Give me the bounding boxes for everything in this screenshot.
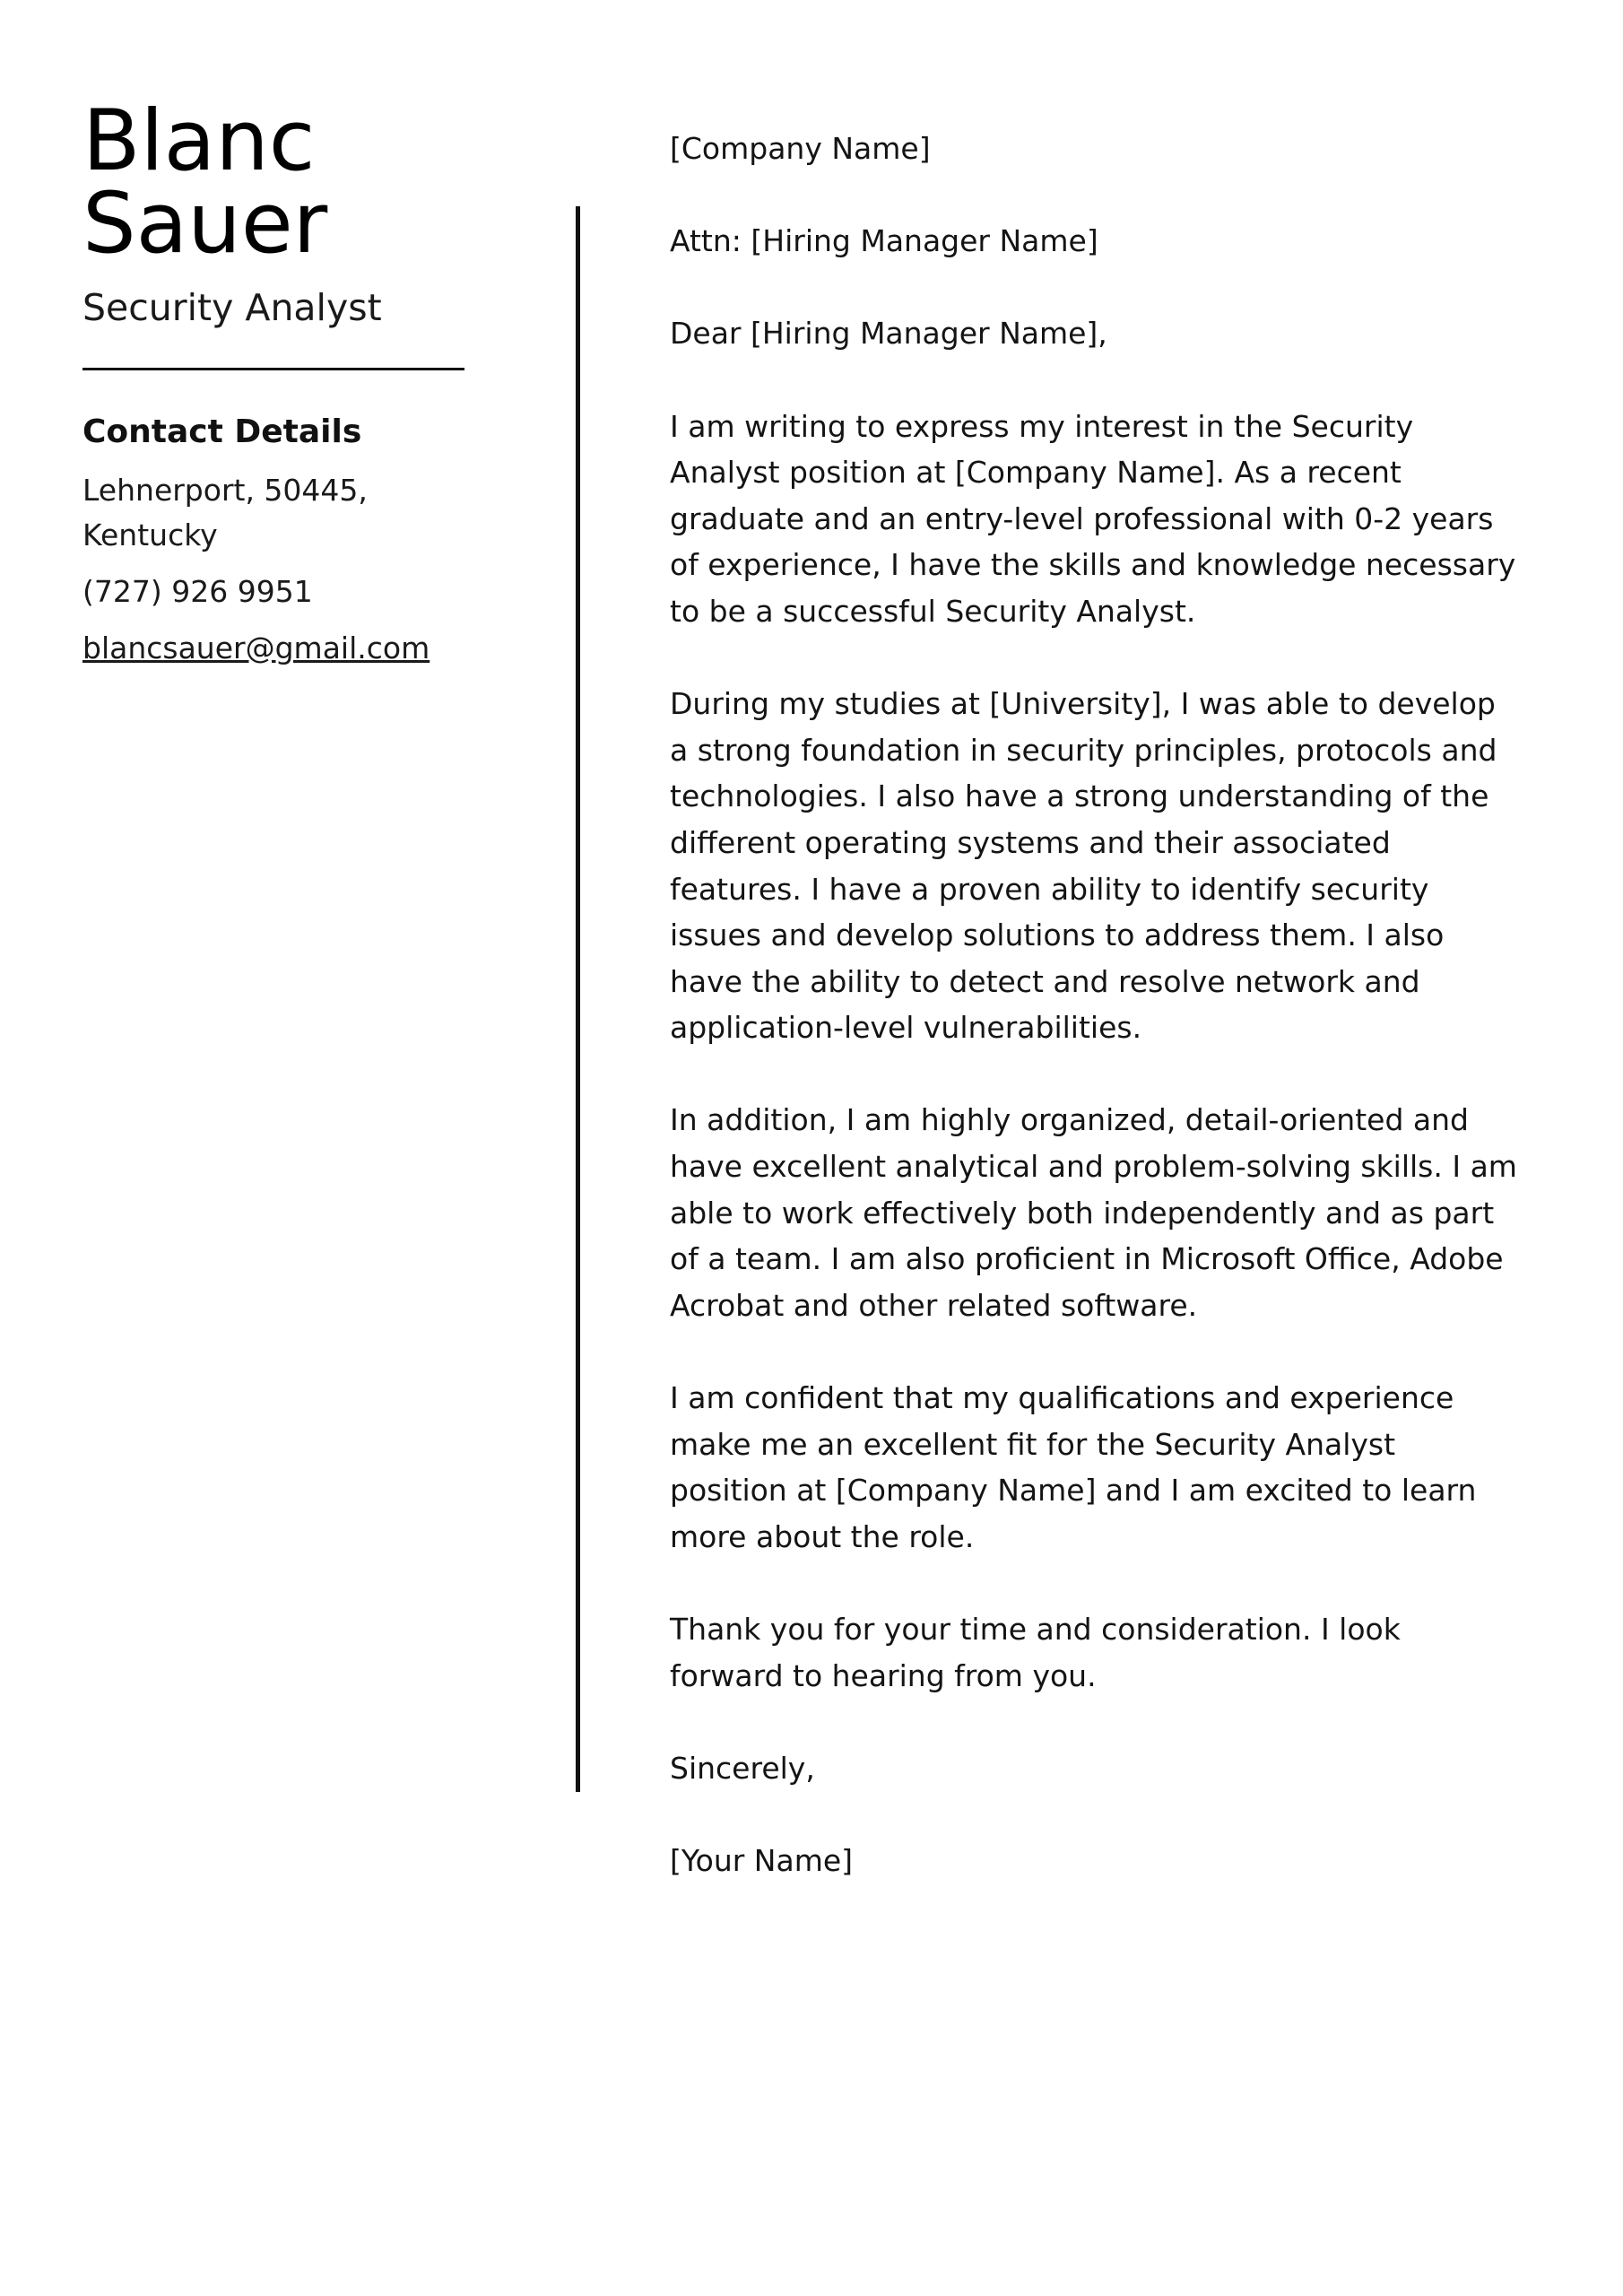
paragraph-4: I am confident that my qualifications and experience make me an excellent fit for the Security Analyst position at [Company Name] and I am excited to learn more about the role. [670, 1380, 1477, 1554]
paragraph-1: I am writing to express my interest in the Security Analyst position at [Company Name]. As a recent graduate and an entry-level professional with 0-2 years of experience, I have the skills and knowledge necessary to be a successful Security Analyst. [670, 408, 1516, 629]
job-title: Security Analyst [82, 286, 382, 329]
paragraph-3: In addition, I am highly organized, detail-oriented and have excellent analytical and problem-solving skills. I am able to work effectively both independently and as part of a team. I am also proficient in Microsoft Office, Adobe Acrobat and other related software. [670, 1102, 1517, 1323]
vertical-divider [576, 206, 580, 1792]
signature: [Your Name] [670, 1842, 854, 1878]
name-first: Blanc [82, 92, 316, 190]
name-last: Sauer [82, 175, 328, 273]
company-line: [Company Name] [670, 131, 931, 166]
greeting: Dear [Hiring Manager Name], [670, 316, 1107, 352]
paragraph-5: Thank you for your time and consideration. I look forward to hearing from you. [670, 1612, 1401, 1693]
contact-email-link[interactable]: blancsauer@gmail.com [82, 631, 430, 665]
letter-body [670, 126, 1522, 1930]
paragraph-2: During my studies at [University], I was able to develop a strong foundation in security principles, protocols and technologies. I also have a strong understanding of the different operating systems and their associated features. I have a proven ability to identify security issues and develop solutions to address them. I also have the ability to detect and resolve network and application-level vulnerabilities. [670, 686, 1497, 1046]
closing: Sincerely, [670, 1750, 815, 1786]
divider-rule [82, 368, 464, 370]
contact-heading: Contact Details [82, 413, 362, 450]
contact-address: Lehnerport, 50445, Kentucky [82, 473, 368, 552]
attn-line: Attn: [Hiring Manager Name] [670, 223, 1098, 259]
contact-phone: (727) 926 9951 [82, 574, 313, 609]
sidebar [82, 92, 468, 671]
